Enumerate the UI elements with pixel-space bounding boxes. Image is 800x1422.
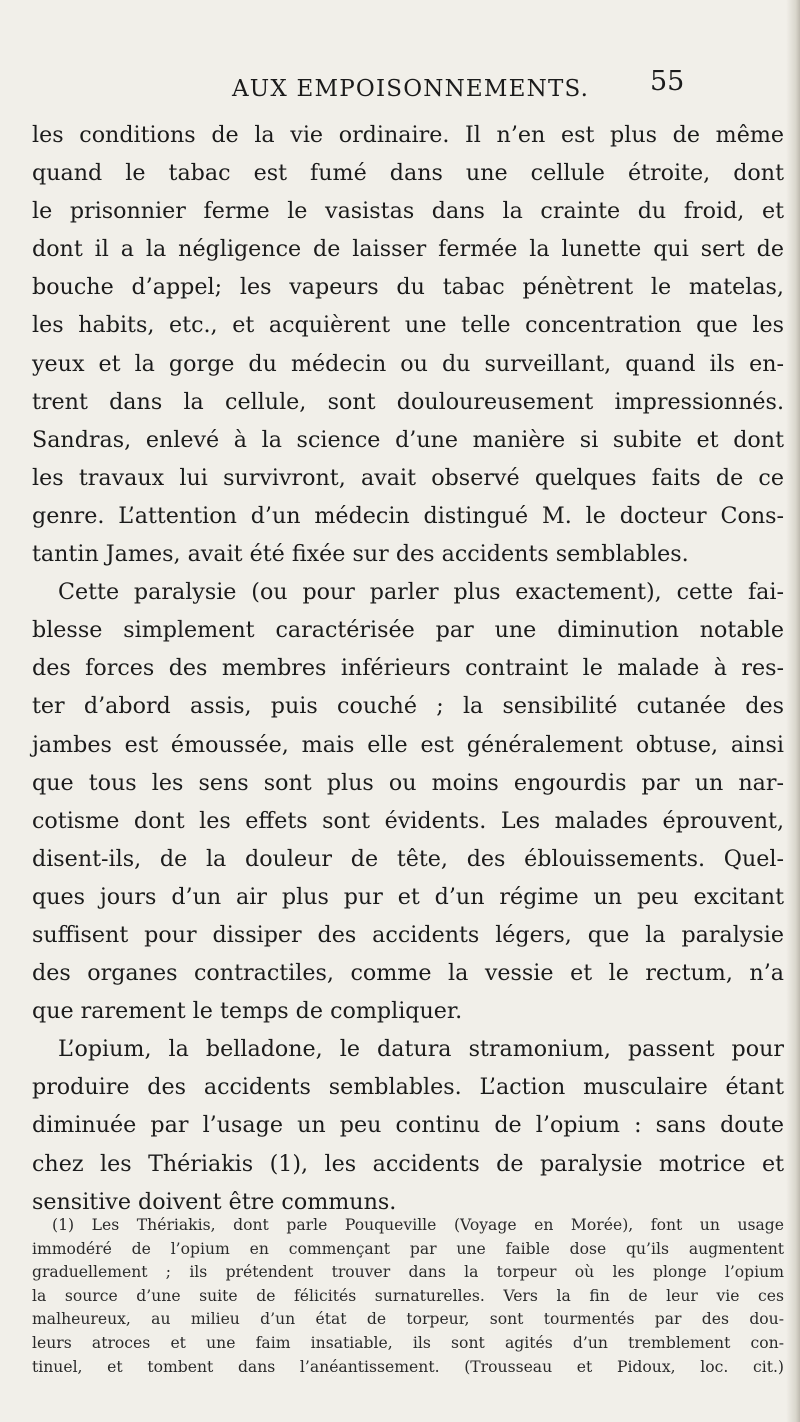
body-line: jambes est émoussée, mais elle est généralement obtuse, ainsi [32,731,784,758]
body-line: que tous les sens sont plus ou moins engourdis par un nar- [32,769,784,796]
body-line: suffisent pour dissiper des accidents légers, que la paralysie [32,921,784,948]
page-number: 55 [650,66,685,97]
body-line: sensitive doivent être communs. [32,1188,397,1215]
body-line: Sandras, enlevé à la science d’une manière si subite et dont [32,426,784,453]
body-line: que rarement le temps de compliquer. [32,998,463,1025]
footnote-line: immodéré de l’opium en commençant par une faible dose qu’ils augmentent [32,1239,784,1258]
running-head-title: AUX EMPOISONNEMENTS. [232,76,590,102]
body-line: diminuée par l’usage un peu continu de l’opium : sans doute [32,1112,784,1139]
footnote-line: leurs atroces et une faim insatiable, ils sont agités d’un tremblement con- [32,1333,784,1352]
body-line: les travaux lui survivront, avait observé quelques faits de ce [32,464,784,491]
footnote-line: la source d’une suite de félicités surnaturelles. Vers la fin de leur vie ces [32,1286,784,1305]
footnote-line: tinuel, et tombent dans l’anéantissement. (Trousseau et Pidoux, loc. cit.) [32,1357,784,1376]
footnote-line: (1) Les Thériakis, dont parle Pouqueville (Voyage en Morée), font un usage [52,1216,784,1234]
body-line: tantin James, avait été fixée sur des accidents semblables. [32,541,689,568]
body-line: ques jours d’un air plus pur et d’un régime un peu excitant [32,883,784,910]
paragraph-start-line: L’opium, la belladone, le datura stramonium, passent pour [58,1036,784,1063]
body-line: des forces des membres inférieurs contraint le malade à res- [32,655,784,682]
body-line: bouche d’appel; les vapeurs du tabac pénètrent le matelas, [32,274,784,301]
body-line: blesse simplement caractérisée par une diminution notable [32,617,784,644]
body-line: les conditions de la vie ordinaire. Il n’en est plus de même [32,122,784,148]
body-line: genre. L’attention d’un médecin distingué M. le docteur Cons- [32,502,784,529]
page-edge-shadow [786,0,800,1422]
footnotes [32,1214,784,1379]
body-line: produire des accidents semblables. L’action musculaire étant [32,1074,784,1101]
body-line: ter d’abord assis, puis couché ; la sensibilité cutanée des [32,693,784,720]
footnote-line: graduellement ; ils prétendent trouver dans la torpeur où les plonge l’opium [32,1263,784,1282]
body-line: le prisonnier ferme le vasistas dans la crainte du froid, et [32,198,784,225]
body-line: dont il a la négligence de laisser fermée la lunette qui sert de [32,236,784,263]
body-line: des organes contractiles, comme la vessie et le rectum, n’a [32,960,784,987]
body-line: cotisme dont les effets sont évidents. Les malades éprouvent, [32,807,784,834]
body-line: chez les Thériakis (1), les accidents de paralysie motrice et [32,1150,784,1177]
body-text [32,116,784,1221]
body-line: les habits, etc., et acquièrent une telle concentration que les [32,312,784,339]
body-line: quand le tabac est fumé dans une cellule étroite, dont [32,160,784,187]
body-line: disent-ils, de la douleur de tête, des éblouissements. Quel- [32,845,784,872]
paragraph-start-line: Cette paralysie (ou pour parler plus exactement), cette fai- [58,579,784,606]
running-head [0,66,800,110]
body-line: trent dans la cellule, sont douloureusement impressionnés. [32,388,784,415]
footnote-line: malheureux, au milieu d’un état de torpeur, sont tourmentés par des dou- [32,1310,784,1329]
body-line: yeux et la gorge du médecin ou du surveillant, quand ils en- [32,350,784,377]
